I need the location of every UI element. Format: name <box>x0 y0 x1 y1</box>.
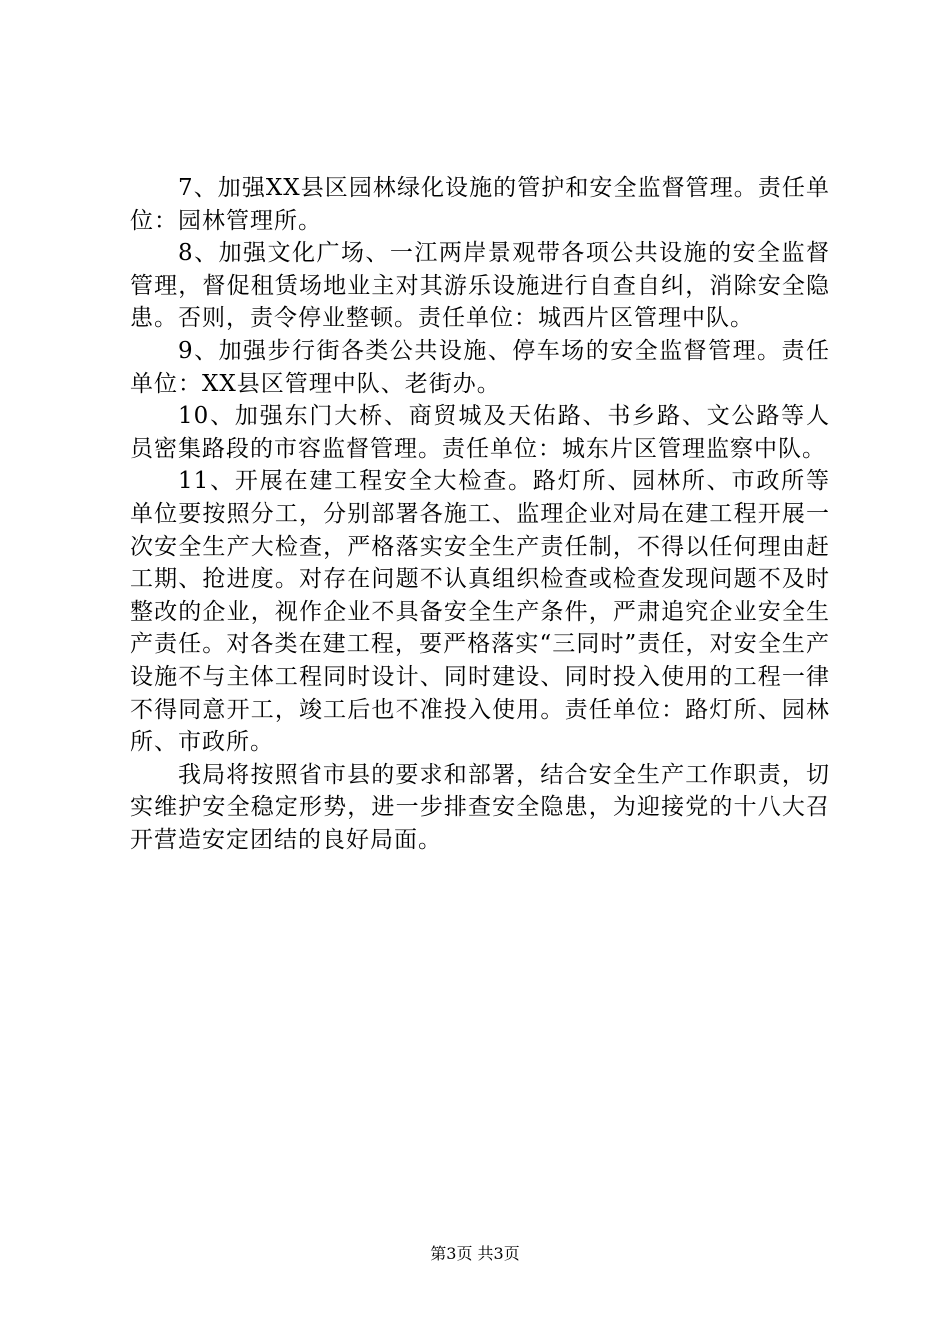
closing-paragraph: 我局将按照省市县的要求和部署，结合安全生产工作职责，切实维护安全稳定形势，进一步排查安全隐患，为迎接党的十八大召开营造安定团结的良好局面。 <box>130 761 830 853</box>
paragraph-item-9: 9、加强步行街各类公共设施、停车场的安全监督管理。责任单位：XX县区管理中队、老街办。 <box>130 337 830 397</box>
paragraph-item-11: 11、开展在建工程安全大检查。路灯所、园林所、市政所等单位要按照分工，分别部署各施工、监理企业对局在建工程开展一次安全生产大检查，严格落实安全生产责任制，不得以任何理由赶工期、抢进度。对存在问题不认真组织检查或检查发现问题不及时整改的企业，视作企业不具备安全生产条件，严肃追究企业安全生产责任。对各类在建工程，要严格落实“三同时”责任，对安全生产设施不与主体工程同时设计、同时建设、同时投入使用的工程一律不得同意开工，竣工后也不准投入使用。责任单位：路灯所、园林所、市政所。 <box>130 468 830 756</box>
paragraph-item-10: 10、加强东门大桥、商贸城及天佑路、书乡路、文公路等人员密集路段的市容监督管理。责任单位：城东片区管理监察中队。 <box>130 403 830 462</box>
paragraph-item-8: 8、加强文化广场、一江两岸景观带各项公共设施的安全监督管理，督促租赁场地业主对其游乐设施进行自查自纠，消除安全隐患。否则，责令停业整顿。责任单位：城西片区管理中队。 <box>130 240 830 332</box>
page-number-footer: 第3页 共3页 <box>430 1244 520 1263</box>
document-body <box>130 172 830 856</box>
paragraph-item-7: 7、加强XX县区园林绿化设施的管护和安全监督管理。责任单位：园林管理所。 <box>130 175 830 234</box>
